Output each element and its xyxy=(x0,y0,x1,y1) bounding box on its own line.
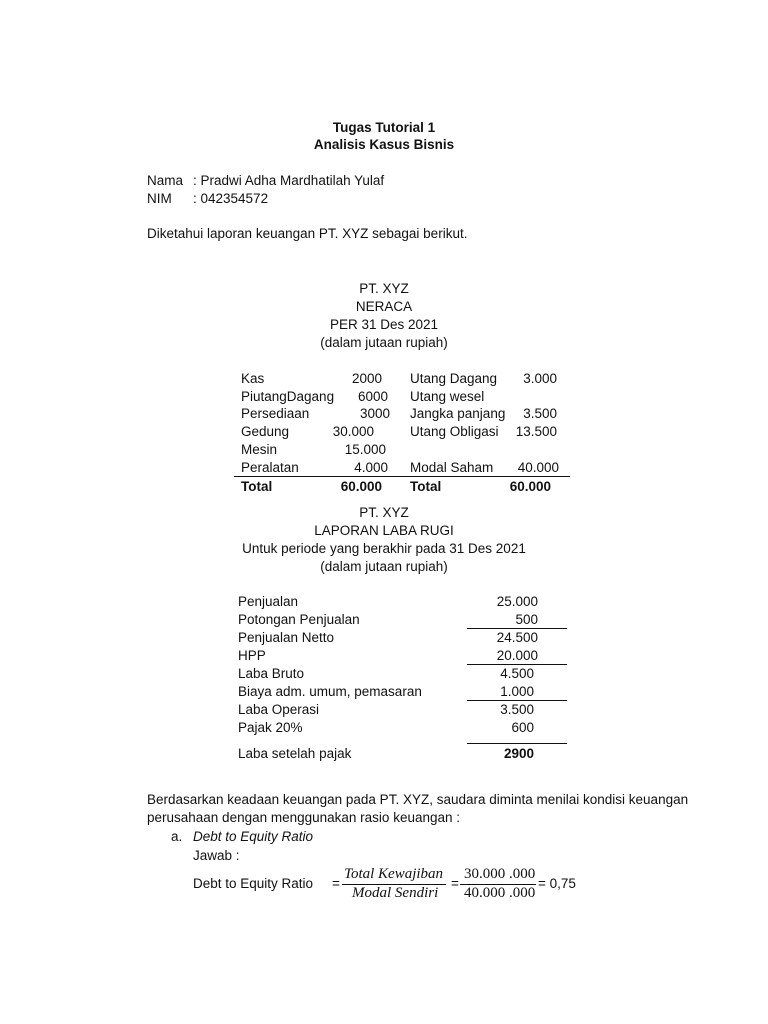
income-row-value: 4.500 xyxy=(500,666,534,681)
asset-value: 6000 xyxy=(357,389,388,404)
income-row-value: 600 xyxy=(511,720,534,735)
liability-value: 13.500 xyxy=(515,424,557,439)
liability-value: 3.500 xyxy=(523,406,557,421)
liability-label: Modal Saham xyxy=(410,460,494,475)
income-row-label: Biaya adm. umum, pemasaran xyxy=(238,684,422,699)
neraca-total-left-value: 60.000 xyxy=(340,479,382,494)
formula-result: = 0,75 xyxy=(538,876,576,891)
laba-rugi-company: PT. XYZ xyxy=(359,505,409,520)
asset-label: Persediaan xyxy=(241,406,310,421)
formula-denominator-text: Modal Sendiri xyxy=(352,885,439,901)
formula-equals: = xyxy=(332,876,340,891)
asset-label: Mesin xyxy=(241,442,278,457)
asset-value: 30.000 xyxy=(332,424,374,439)
income-row-value: 24.500 xyxy=(496,630,538,645)
income-row-value: 3.500 xyxy=(500,702,534,717)
neraca-company: PT. XYZ xyxy=(359,281,409,296)
subtotal-rule xyxy=(467,628,567,629)
formula-numerator-value: 30.000 .000 xyxy=(464,866,536,882)
laba-rugi-title: LAPORAN LABA RUGI xyxy=(314,523,454,538)
income-row-label: Penjualan xyxy=(238,594,299,609)
asset-value: 15.000 xyxy=(344,442,386,457)
formula-label: Debt to Equity Ratio xyxy=(193,876,314,891)
liability-value: 40.000 xyxy=(517,460,559,475)
neraca-unit: (dalam jutaan rupiah) xyxy=(320,335,448,350)
asset-value: 3000 xyxy=(359,406,390,421)
final-rule xyxy=(467,743,567,744)
formula-equals: = xyxy=(451,876,459,891)
asset-label: Peralatan xyxy=(241,460,299,475)
question-line-1: Berdasarkan keadaan keuangan pada PT. XYZ, saudara diminta menilai kondisi keuangan xyxy=(147,792,689,807)
asset-label: PiutangDagang xyxy=(241,389,335,404)
nim-label: NIM xyxy=(147,191,172,206)
question-line-2: perusahaan dengan menggunakan rasio keuangan : xyxy=(147,810,460,825)
neraca-total-right-label: Total xyxy=(410,479,442,494)
neraca-date: PER 31 Des 2021 xyxy=(329,317,439,332)
formula-denominator-value: 40.000 .000 xyxy=(464,885,536,901)
liability-value: 3.000 xyxy=(523,371,557,386)
asset-value: 4.000 xyxy=(354,460,388,475)
liability-label: Utang Obligasi xyxy=(410,424,499,439)
laba-rugi-period: Untuk periode yang berakhir pada 31 Des 2021 xyxy=(242,541,526,556)
asset-label: Kas xyxy=(241,371,265,386)
liability-label: Jangka panjang xyxy=(410,406,506,421)
neraca-title: NERACA xyxy=(355,299,413,314)
subtotal-rule xyxy=(467,700,567,701)
income-row-label: HPP xyxy=(238,648,266,663)
nim-value: : 042354572 xyxy=(193,191,269,206)
neraca-total-right-value: 60.000 xyxy=(509,479,551,494)
document-subtitle: Analisis Kasus Bisnis xyxy=(313,137,455,152)
net-income-label: Laba setelah pajak xyxy=(238,746,352,761)
income-row-label: Laba Operasi xyxy=(238,702,320,717)
asset-value: 2000 xyxy=(351,371,382,386)
net-income-value: 2900 xyxy=(503,746,534,761)
formula-numerator-text: Total Kewajiban xyxy=(344,866,444,882)
name-label: Nama xyxy=(147,173,184,188)
intro-text: Diketahui laporan keuangan PT. XYZ sebagai berikut. xyxy=(147,226,468,241)
income-row-value: 500 xyxy=(515,612,538,627)
income-row-label: Pajak 20% xyxy=(238,720,303,735)
income-row-value: 25.000 xyxy=(496,594,538,609)
item-title: Debt to Equity Ratio xyxy=(193,829,314,844)
laba-rugi-unit: (dalam jutaan rupiah) xyxy=(320,559,448,574)
income-row-label: Penjualan Netto xyxy=(238,630,335,645)
liability-label: Utang Dagang xyxy=(410,371,498,386)
income-row-value: 20.000 xyxy=(496,648,538,663)
item-marker: a. xyxy=(171,829,183,844)
asset-label: Gedung xyxy=(241,424,290,439)
income-row-label: Laba Bruto xyxy=(238,666,305,681)
document-title: Tugas Tutorial 1 xyxy=(332,120,436,135)
income-row-value: 1.000 xyxy=(500,684,534,699)
liability-label: Utang wesel xyxy=(410,389,485,404)
subtotal-rule xyxy=(467,664,567,665)
answer-label: Jawab : xyxy=(193,848,240,863)
neraca-total-rule xyxy=(234,476,570,477)
neraca-total-left-label: Total xyxy=(241,479,273,494)
income-row-label: Potongan Penjualan xyxy=(238,612,360,627)
name-value: : Pradwi Adha Mardhatilah Yulaf xyxy=(193,173,385,188)
